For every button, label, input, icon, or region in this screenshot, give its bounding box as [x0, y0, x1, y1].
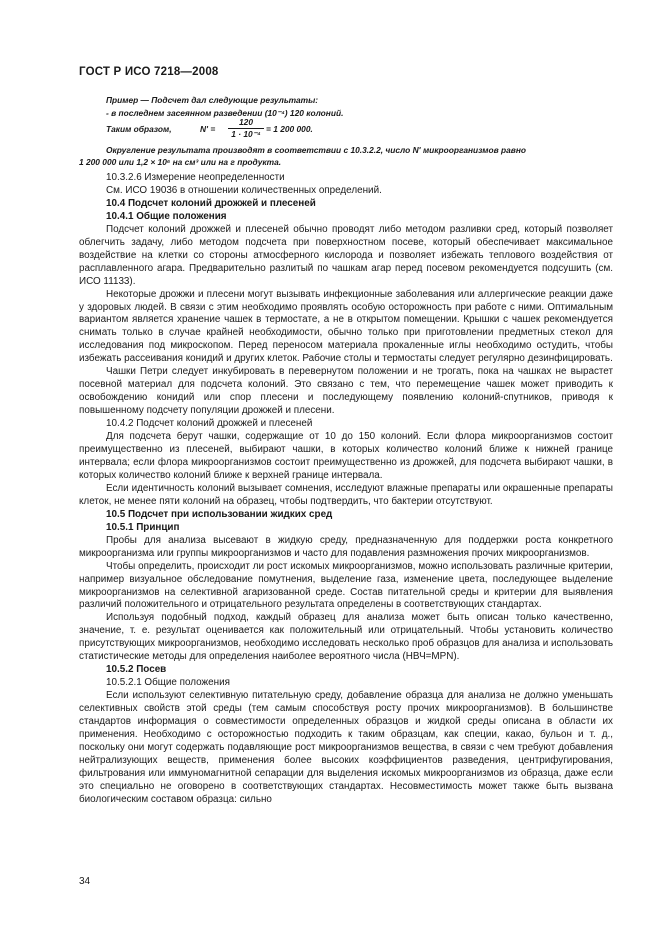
section-10-4-heading: 10.4 Подсчет колоний дрожжей и плесеней — [106, 197, 316, 209]
example-line-1: Пример — Подсчет дал следующие результаты: — [106, 95, 319, 105]
section-10-5-2-heading: 10.5.2 Посев — [106, 664, 167, 676]
example-rounding-line-2: 1 200 000 или 1,2 × 10⁶ на см³ или на г продукта. — [79, 157, 282, 167]
document-header: ГОСТ Р ИСО 7218—2008 — [79, 66, 219, 78]
section-10-4-1-heading: 10.4.1 Общие положения — [106, 210, 227, 222]
fraction-denominator: 1 · 10⁻⁴ — [231, 129, 261, 139]
paragraph-criteria: Чтобы определить, происходит ли рост искомых микроорганизмов, можно использовать различные критерии, например визуальное обследование помутнения, выделение газа, изменение цвета, последующее выделение микроорганизмов на селективной агаризованной среде. Состав питательной среды и критерии для выявления различий положительного и отрицательного результата определены в соответствующих стандартах. — [79, 560, 613, 611]
document-body — [79, 172, 613, 807]
paragraph-plate-selection: Для подсчета берут чашки, содержащие от 10 до 150 колоний. Если флора микроорганизмов состоит преимущественно из плесеней, выбирают чашки, в которых количество колоний ближе к нижней границе интервала; если флора микроорганизмов состоит преимущественно из дрожжей, для подсчета выбирают чашки, в которых количество колоний ближе к верхней границе интервала. — [79, 431, 613, 481]
section-10-5-1-heading: 10.5.1 Принцип — [106, 521, 180, 533]
paragraph-identity-check: Если идентичность колоний вызывает сомнения, исследуют влажные препараты или окрашенные препараты клеток, не менее пяти колоний на образец, чтобы подтвердить, что бактерии отсутствуют. — [79, 482, 613, 507]
paragraph-iso-19036: См. ИСО 19036 в отношении количественных определений. — [106, 184, 382, 196]
example-calc-prefix: Таким образом, — [106, 124, 172, 134]
example-calc-variable: N' = — [200, 124, 216, 134]
paragraph-counting-methods: Подсчет колоний дрожжей и плесеней обычно проводят либо методом разливки сред, который позволяет облегчить задачу, либо методом подсчета при поверхностном посеве, который обеспечивает максимальное воздействие на клетки со стороны атмосферного кислорода и позволяет избежать теплового воздействия от расплавленного агара. Предварительно разлитый по чашкам агар перед посевом рекомендуется подсушить (см. ИСО 11133). — [79, 223, 613, 287]
paragraph-selective-media: Если используют селективную питательную среду, добавление образца для анализа не должно уменьшать селективных свойств этой среды (тем самым способствуя росту прочих микроорганизмов). В большинстве стандартов информация о совместимости определенных образцов и жидкой среды описана в области их применения. Необходимо с осторожностью подходить к таким образцам, как специи, какао, бульон и т. д., поскольку они могут содержать подавляющие рост микроорганизмов вещества, в связи с чем требуют добавления нейтрализующих веществ, применения более высоких коэффициентов разведения, центрифугирования, фильтрования или иммуномагнитной сепарации для выделения искомых микроорганизмов из образца, даже если это специально не оговорено в соответствующих стандартах. Несовместимость может также быть вызвана биологическим составом образца: сильно — [79, 690, 613, 805]
paragraph-mpn: Используя подобный подход, каждый образец для анализа может быть описан только качественно, значение, т. е. результат оценивается как положительный или отрицательный. Чтобы установить количество присутствующих микроорганизмов, необходимо исследовать несколько проб образцов для анализа и использовать статистические методы для определения наиболее вероятного числа (НВЧ=MPN). — [79, 612, 613, 663]
paragraph-safety: Некоторые дрожжи и плесени могут вызывать инфекционные заболевания или аллергические реакции даже у здоровых людей. В связи с этим необходимо проявлять особую осторожность при работе с ними. Оптимальным вариантом является хранение чашек в термостате, а не в открытом помещении. Крышки с чашек рекомендуется снимать только в случае крайней необходимости, обычно только при приготовлении предметных стекол для исследования под микроскопом. Перед переносом материала прокаленные иглы необходимо остудить, чтобы избежать рассеивания конидий и других клеток. Рабочие столы и термостаты следует регулярно дезинфицировать. — [79, 288, 613, 365]
example-line-2: - в последнем засеянном разведении (10⁻⁴) 120 колоний. — [106, 108, 344, 118]
page-number: 34 — [79, 876, 91, 887]
section-10-5-heading: 10.5 Подсчет при использовании жидких сред — [106, 508, 333, 520]
fraction-numerator: 120 — [239, 117, 253, 127]
example-calc-result: = 1 200 000. — [266, 124, 313, 134]
example-rounding-line-1: Округление результата производят в соответствии с 10.3.2.2, число N' микроорганизмов равно — [106, 145, 527, 155]
paragraph-incubation: Чашки Петри следует инкубировать в перевернутом положении и не трогать, пока на чашках не вырастет посевной материал для подсчета колоний. Это связано с тем, что перемещение чашек может приводить к освобождению конидий или спор плесени и последующему появлению колоний-спутников, приводя к повышенному подсчету популяции дрожжей и плесени. — [79, 366, 613, 417]
section-10-5-2-1-heading: 10.5.2.1 Общие положения — [106, 677, 230, 689]
example-fraction — [228, 117, 264, 141]
paragraph-principle: Пробы для анализа высевают в жидкую среду, предназначенную для поддержки роста конкретного микроорганизма или группы микроорганизмов и часто для подавления размножения прочих микроорганизмов. — [79, 534, 613, 559]
section-10-3-2-6-heading: 10.3.2.6 Измерение неопределенности — [106, 172, 285, 183]
section-10-4-2-heading: 10.4.2 Подсчет колоний дрожжей и плесеней — [106, 418, 313, 430]
